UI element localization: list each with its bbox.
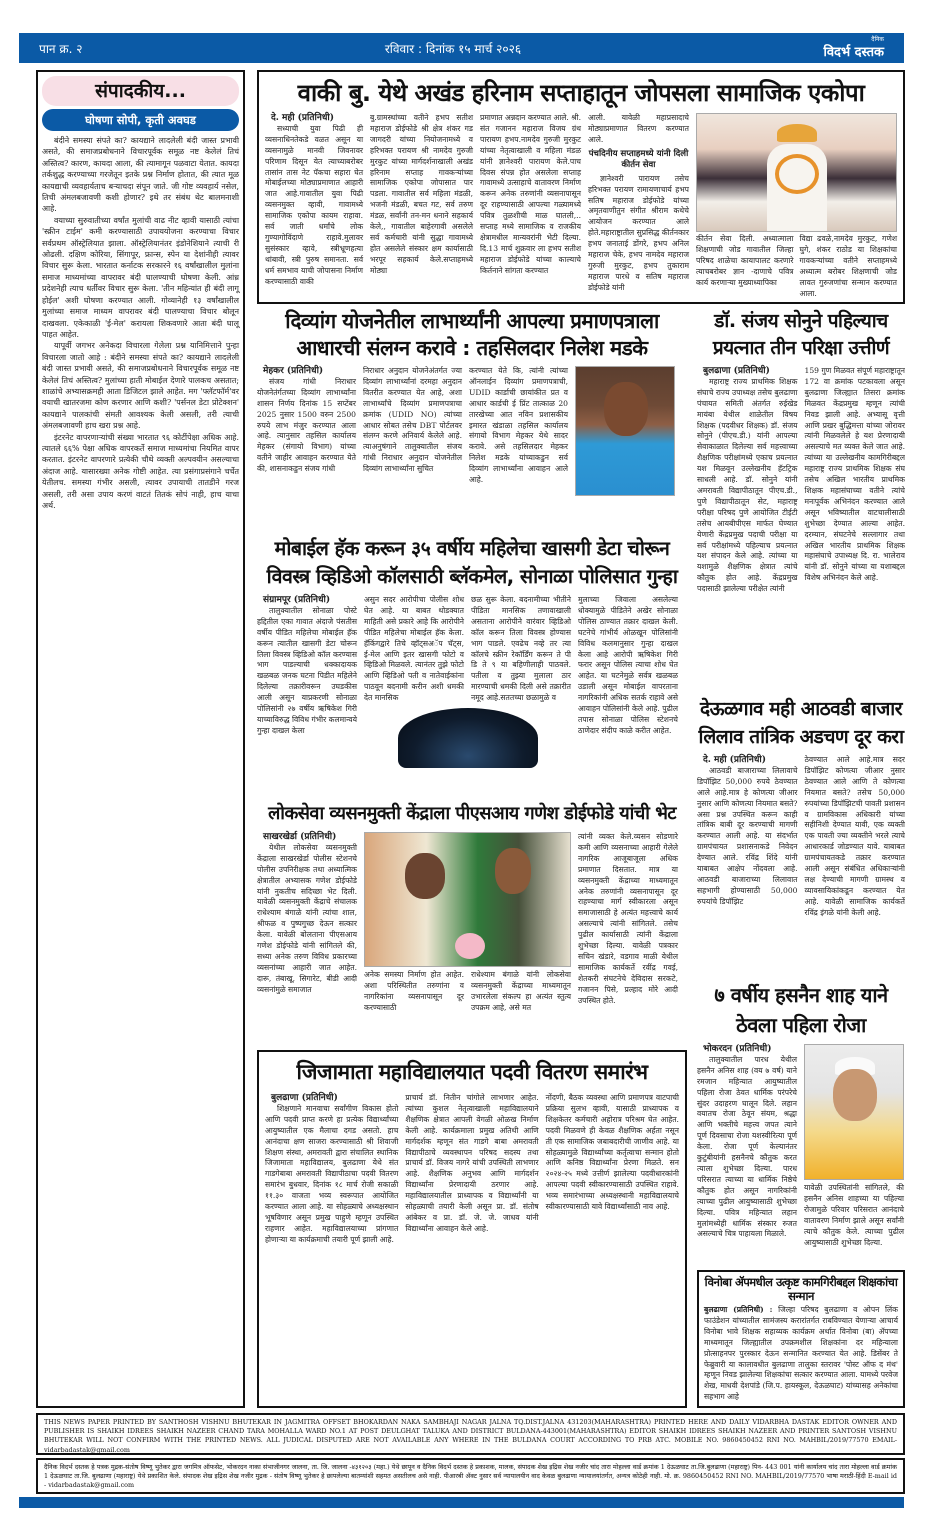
vinoba-story — [697, 1270, 905, 1408]
roza-text: तालुक्यातील पारध येथील हसनैन अनिस शाह (वय ७ वर्ष) याने रमजान महिन्यात आयुष्यातील पहिला रोजा ठेवत धार्मिक परंपरेचे सुंदर उदाहरण घालून दिले. लहान वयातच रोजा ठेवून संयम, श्रद्धा आणि भक्तीचे महत्त्व जपत त्याने पूर्ण दिवसाचा रोजा यशस्वीरित्या पूर्ण केला. रोजा पूर्ण केल्यानंतर कुटुंबीयांनी हसनैनचे कौतुक करत त्याला शुभेच्छा दिल्या. पारध परिसरात त्याच्या या धार्मिक निष्ठेचे कौतुक होत असून नागरिकांनी त्याच्या पुढील आयुष्यासाठी शुभेच्छा दिल्या. पवित्र महिन्यात लहान मुलांमध्येही धार्मिक संस्कार रुजत असल्याचे चित्र पाहायला मिळाले. — [697, 1054, 797, 1239]
editorial-paragraph: इंटरनेट वापरणाऱ्यांची संख्या भारतात ९६ कोटींपेक्षा अधिक आहे. त्यातले ६६% पेक्षा अधिक वापरकर्ते समाज माध्यमांचा नियमित वापर करतात. इंटरनेट वापरणारे प्रत्येकी चौथे व्यक्ती अल्पवयीन असल्याचा अंदाज आहे. यासारख्या अनेक गोष्टी आहेत. त्या प्रसंगाप्रसंगाने चर्चेत येतीलच. समस्या गंभीर असली, त्यावर उपायाची तातडीने गरज असली, तरी असा उपाय करणं वाटतं तितकं सोपं नाही, हाच याचा अर्थ. — [42, 432, 239, 510]
divyang-col — [257, 366, 356, 496]
divyang-text: करण्यात येते कि, त्यांनी त्यांच्या ऑनलाईन दिव्यांग प्रमाणपत्राची, UDID कार्डाची छायांकीत प्रत व आधार कार्डची ई प्रिंट तात्काळ 20 तारखेच्या आत नविन प्रशासकीय इमारत खंडाळा तहसिल कार्यालय संगायो विभाग मेहकर येथे सादर करावे. असे तहसिलदार मेहकर निलेश मडके यांच्याकडुन सर्व दिव्यांग लाभार्थ्यांना आवाहन आले आहे. — [469, 366, 568, 485]
logo-small: दैनिक — [871, 36, 884, 43]
roza-text: यावेळी उपस्थितांनी सांगितले, की हसनैन अनिस शाहच्या या पहिल्या रोजामुळे परिवार परिसरात आनंदाचे वातावरण निर्माण झाले असून सर्वांनी त्याचे कौतुक केले. त्याच्या पुढील आयुष्यासाठी शुभेच्छा दिल्या. — [804, 1183, 904, 1247]
vinoba-headline: विनोबा ॲपमधील उत्कृष्ट कामगिरीबद्दल शिक्षकांचा सन्मान — [704, 1275, 898, 1303]
vinoba-text: जिल्हा परिषद बुलढाणा व ओपन लिंक फाउंडेशन यांच्यातील सामंजस्य करारांतर्गत राबविण्यात येणाऱ्या आचार्य विनोबा भावे शिक्षक सहाय्यक कार्यक्रम अर्थात विनोबा (बा) ॲपच्या माध्यमातून जिल्ह्यातील उपक्रमशील शिक्षकांना दर महिन्याला प्रोत्साहनपर पुरस्कार देऊन सन्मानित करण्यात येत आहे. डिसेंबर ते फेब्रुवारी या कालावधीत बुलढाणा तालुका स्तरावर 'पोस्ट ऑफ द मंथ' म्हणून निवड झालेल्या शिक्षकांचा सत्कार करण्यात आला. यामध्ये परवेज शेख, माधवी देशपांडे (जि.प. हायस्कूल, देऊळघाट) यांच्यासह अनेकांचा सहभाग आहे — [704, 1305, 898, 1402]
divyang-text: संजय गांधी निराधार योजनेतंर्गतच्या दिव्यांग लाभार्थ्यांना शासन निर्णय दिनांक 15 सप्टेंबर 2025 नुसार 1500 वरुन 2500 रुपये लाभ मंजुर करण्यात आला आहे. त्यानुसार तहसिल कार्यालय मेहकर (संगायो विभाग) यांच्या वतीने जाहीर आवाहन करण्यात येते की, शासनाकडुन संजय गांधी — [257, 376, 356, 474]
lead-photo-col — [696, 113, 897, 299]
editorial-paragraph: वयाच्या सुरुवातीच्या वर्षांत मुलांची वाढ नीट व्हावी यासाठी त्यांचा 'स्क्रीन टाईम' कमी करण्यासाठी उपाययोजना करण्याचा विचार सर्वप्रथम ऑस्ट्रेलियात झाला. ऑस्ट्रेलियानंतर इंडोनेशियाने त्याची री ओढली. दक्षिण कोरिया, सिंगापूर, फ्रान्स, स्पेन या देशांनीही त्यावर विचार सुरू केला. भारतात कर्नाटक सरकारने १६ वर्षांखालील मुलांना समाज माध्यमांच्या वापरावर बंदी घालण्याची घोषणा केली. आंध्र प्रदेशनेही त्याच धर्तीवर विचार सुरू केला. 'तीन महिन्यांत ही बंदी लागू होईल' अशी घोषणा करण्यात आली. गोव्यानेही १३ वर्षांखालील मुलांच्या समाज माध्यम वापरावर बंदी घालण्याचा विचार बोलून दाखवला. एकेकाळी 'ई-मेल' करायला शिकवणारे आता बंदी घालू पाहत आहेत. — [42, 215, 239, 339]
mobile-col — [364, 595, 464, 704]
editorial-paragraph: बंदीने समस्या संपते का? कायद्याने लादलेली बंदी जास्त प्रभावी असते, की समाजप्रबोधनाने विचारपूर्वक समूळ नष्ट केलेलं तिचं अस्तित्व? कारण, कायदा आला, की त्यामागून पळवाटा येतात. कायदा तर्कशुद्ध करण्याच्या गरजेतून इतके प्रश्न निर्माण होतात, की त्यात मूळ कायद्याची व्यवहार्यताच बऱ्याचदा संपून जाते. जी गोष्ट व्यवहार्य नसेल, तिची अंमलबजावणी कशी होणार? इथे तर संबंध थेट बालमनाशी आहे. — [42, 136, 239, 214]
lokseva-headline: लोकसेवा व्यसनमुक्ती केंद्राला पीएसआय गणेश डोईफोडे यांची भेट — [268, 803, 676, 824]
dateline: मेहकर (प्रतिनिधी) — [263, 366, 324, 376]
lead-col — [370, 113, 473, 299]
jijamata-story — [257, 1050, 687, 1408]
lead-col — [588, 113, 689, 299]
mobile-col — [257, 595, 357, 768]
imprint-marathi — [36, 1458, 905, 1494]
lokseva-text: अनेक समस्या निर्माण होत आहेत. अशा परिस्थितीत तरुणांना व नागरिकांना व्यसनापासून दूर करण्यासाठी — [364, 970, 464, 1012]
editorial-box — [36, 70, 245, 1408]
photo-caption-text: कीर्तन सेवा दिली. अध्यात्माला शिक्षणाची जोड गावातील जिल्हा परिषद शाळेचा कायापालट करणारे त्याचबरोबर ज्ञान -दाणाचे पवित्र कार्य करणाऱ्या मुख्याध्यापिका — [696, 234, 794, 287]
sonune-story — [697, 308, 905, 688]
dateline: दे. मही (प्रतिनिधी) — [703, 755, 766, 765]
newspaper-logo — [823, 37, 884, 59]
dateline: दे. मही (प्रतिनिधी) — [271, 113, 334, 123]
mobile-text: छळ सुरू केला. बदनामीच्या भीतीने पीडिता मानसिक तणावाखाली असताना आरोपीने वारंवार व्हिडिओ कॉल करून तिला विवस्त्र होण्यास भाग पाडले. एवढेच नव्हे तर त्या कॉलचे स्क्रीन रेकॉर्डिंग करून ते पी डि ते ९ या बहिणीलाही पाठवले. पतीला व तुझ्या मुलाला ठार मारण्याची धमकी दिली असे तक्रारीत नमूद आहे.सततच्या छळामुळे व — [471, 595, 571, 703]
mobile-mid — [364, 595, 571, 768]
divyang-text: निराधार अनुदान योजनेअंतर्गत ज्या दिव्यांग लाभार्थ्यांनां दरमहा अनुदान वितरीत करण्यात येत आहे, अशा लाभार्थ्यांचे दिव्यांग प्रमाणपत्राचा क्रमांक (UDID NO) त्यांच्या आधार सोबत तसेच DBT पोर्टलवर संलग्न करणे अनिवार्य केलेले आहे. त्याअनुषंगाने तालुक्यातील संजय गांधी निराधार अनुदान योजनेतील दिव्यांग लाभार्थ्यांना सुचित — [363, 366, 462, 474]
jijamata-headline: जिजामाता महाविद्यालयात पदवी वितरण समारंभ — [296, 1060, 648, 1084]
imprint-english-text: THIS NEWS PAPER PRINTED BY SANTHOSH VISHNU BHUTEKAR IN JAGMITRA OFFSET BHOKARDAN NAKA SAMBHAJI NAGAR JALNA TQ.DIST.JALNA 431203(MAHARASHTRA) PRINTED HERE AND DAILY VIDARBHA DASTAK EDITOR OWNER AND PUBLISHER IS SHAIKH IDREES SHAIKH NAZEER CHAND TARA MOHALLA WARD NO.1 AT POST DEULGHAT TALUKA AND DISTRICT BULDANA-443001(MAHARASHTRA) EDITOR SHAIKH IDREES SHAIKH NAZEER AND PRINTER SANTOSH VISHNU BHUTEKAR WILL NOT CONFIRM WITH THE PRINTED NEWS. ALL JUDICAL DISPUTED ARE NOT AVAILABLE ANY WHERE IN THE BULDANA COURT ACCORDING TO PRB ATC. MOBILE NO. 9860450452 RNI NO. MAHBIL/2019/77570 EMAIL- vidarbadastak@gmail.com — [44, 1418, 897, 1454]
photo-caption-text: विद्या ढवळे,नामदेव मुरकुट, गणेश घुगे, शंकर राठोड या शिक्षकांचा गावकऱ्यांच्या वतीने सप्ताहमध्ये अध्यात्म बरोबर शिक्षणाची जोड लावत गुरुजणांचा सन्मान करण्यात आला. — [799, 234, 897, 298]
roza-col — [804, 1044, 904, 1248]
mobile-text: असुन सदर आरोपीचा पोलीस शोध घेत आहे. या बाबत थोडक्यात माहिती असे प्रकारे आहे कि आरोपीने पीडित महिलेचा मोबाईल हॅक केला. हॅकिंगद्वारे तिचे व्हॉट्सअॅप चॅट्स, ई-मेल आणि इतर खासगी फोटो व व्हिडिओ मिळवले. त्यानंतर तुझे फोटो आणि व्हिडिओ पती व नातेवाईकांना पाठवून बदनामी करीन अशी धमकी देत मानसिक — [364, 595, 464, 703]
issue-date: रविवार : दिनांक १५ मार्च २०२६ — [384, 41, 522, 56]
sonune-headline: डॉ. संजय सोनुने पहिल्याच प्रयत्नात तीन परिक्षा उत्तीर्ण — [712, 310, 890, 359]
footer-bar — [19, 1497, 904, 1508]
roza-col — [697, 1044, 797, 1248]
mobile-col — [471, 595, 571, 704]
lead-headline: वाकी बु. येथे अखंड हरिनाम सप्ताहातून जोपसला सामाजिक एकोपा — [297, 79, 865, 107]
imprint-marathi-text: दैनिक विदर्भ दस्तक हे पत्रक मुद्रक-संतोष विष्णू भुतेकर द्वारा जगमित्र ऑफसेट, भोकरदन नाका संभाजीनगर जालना, ता. जि. जालना -४३१२०३ (महा.) येथे छापून व दैनिक विदर्भ दस्तक हे प्रकाशक, मालक, संपादक शेख इद्रिस शेख नजीर चांद तारा मोहल्ला वार्ड क्रमांक 1 देऊळघाट ता.जि.बुलढाणा (महाराष्ट्र) पिन- 443 001 यांनी कार्यालय चांद तारा मोहल्ला वार्ड क्रमांक 1 देऊळघाट ता.जि. बुलढाणा (महाराष्ट्र) येथे प्रकाशित केले. संपादक शेख इद्रिस शेख नजीर मुद्रक - संतोष विष्णू भुतेकर हे छापलेल्या बातम्यांशी सहमत असतीलच असे नाही. पीआरबी ॲक्ट नुसार सर्व न्यायालयीन वाद केवळ बुलढाणा न्यायालयांतर्गत, अन्यत्र कोठेही नाही. मो. क्र. 9860450452 RNI NO. MAHBIL/2019/77570 भाषा मराठी-हिंदी E-mail id - vidarbadastak@gmail.com — [44, 1463, 897, 1490]
jijamata-text: प्राचार्य डॉ. नितीन चांगोले लाभणार आहेत. त्यांच्या कुशल नेतृत्वाखाली महाविद्यालयाने शैक्षणिक क्षेत्रात आपली वेगळी ओळख निर्माण केली आहे. कार्यक्रमाला प्रमुख अतिथी आणि मार्गदर्शक म्हणून संत गाडगे बाबा अमरावती विद्यापीठाचे व्यवस्थापन परिषद सदस्य तथा प्राचार्य डॉ. विजय नागरे यांची उपस्थिती लाभणार आहे. शैक्षणिक अनुभव आणि मार्गदर्शन विद्यार्थ्यांना प्रेरणादायी ठरणार आहे. महाविद्यालयातील प्राध्यापक व विद्यार्थ्यांनी या सोहळ्याची तयारी केली असून प्रा. डॉ. संतोष आंबेकर व प्रा. डॉ. जे. जे. जाधव यांनी विद्यार्थ्यांना आवाहन केले आहे. — [405, 1093, 539, 1233]
lead-text: प्रमाणात अन्नदान करण्यात आले. श्री. संत गजानन महाराज विजय ग्रंथ पारायण हभप.नामदेव गुरुजी मुरकुट यांच्या नेतृत्वाखाली व महिला मंडळ यांनी ज्ञानेश्वरी पारायण केले.पाच दिवस संपन्न होत असलेला सप्ताह गावामध्ये उत्साहाचे वातावरण निर्माण करून अनेक तरुणांनी व्यसनापासून दूर राहण्यासाठी आपल्या गळ्यामध्ये पवित्र तुळशीची माळ घातली,.. सप्ताह मध्ये सामाजिक व राजकीय क्षेत्रामधील मान्यवरांनी भेटी दिल्या. दि.13 मार्च शुक्रवार ला हभप सतीश महाराज डोईफोडे यांच्या काल्याचे किर्तनाने सांगता करण्यात — [480, 113, 581, 275]
dateline: साखरखेर्डा (प्रतिनिधी) — [263, 832, 337, 842]
dateline: बुलढाणा (प्रतिनिधी) : — [704, 1305, 773, 1314]
sonune-text: 159 गुण मिळवत संपूर्ण महाराष्ट्रातून 172 वा क्रमांक पटकावला असून बुलढाणा जिल्ह्यात तिसरा क्रमांक मिळवत केंद्रप्रमुख म्हणून त्यांची निवड झाली आहे. अभ्यासू वृत्ती आणि प्रखर बुद्धिमत्ता यांच्या जोरावर त्यांनी मिळवलेले हे यश प्रेरणादायी असल्याचे मत व्यक्त केले जात आहे. त्यांच्या या उल्लेखनीय कामगिरीबद्दल महाराष्ट्र राज्य प्राथमिक शिक्षक संघ तसेच अखिल भारतीय प्राथमिक शिक्षक महासंघाच्या वतीने त्यांचे मनःपूर्वक अभिनंदन करण्यात आले असून भविष्यातील वाटचालीसाठी शुभेच्छा देण्यात आल्या आहेत. दरम्यान, संघटनेचे सल्लागार तथा अखिल भारतीय प्राथमिक शिक्षक महासंघाचे उपाध्यक्ष दि. रा. भालेराव यांनी डॉ. सोनुने यांच्या या यशाबद्दल विशेष अभिनंदन केले आहे. — [804, 366, 905, 583]
dateline: संग्रामपूर (प्रतिनिधी) — [263, 595, 331, 605]
lead-text: ज्ञानेश्वरी पारायण तसेच हरिभक्त परायण रामायणाचार्य हभप सतिष महाराज डोईफोडे यांच्या अमृतवाणीतुन संगीत श्रीराम कथेचे आयोजन करण्यात आले होते.महाराष्ट्रातील सुप्रसिद्ध कीर्तनकार हभप जनाताई डोंगरे, हभप अनिल महाराज चेके, हभप नामदेव महाराज गुरुजी मुरकुट, हभप तुकाराम महाराज पारधे व सतिष महाराज डोईफोडे यांनी — [588, 173, 689, 292]
logo-name: विदर्भ दस्तक — [823, 45, 884, 60]
tahsildar-photo — [575, 366, 675, 496]
bazar-text: ठेवण्यात आले आहे.मात्र सदर डिपॉझिट कोणत्या जीआर नुसार ठेवण्यात आले आणि ते कोणत्या नियमात बसते? तसेच 50,000 रुपयांच्या डिपॉझिटची पावती प्रशासन व ग्रामविकास अधिकारी यांच्या सहीनिशी देण्यात यावी, एक व्यक्ती एक पावती ज्या व्यक्तीने भरले त्याचे आधारकार्ड जोडण्यात यावे. याबाबत ग्रामपंचायतकडे तक्रार करण्यात आली असून संबंधित अधिकाऱ्यांनी लक्ष देण्याची मागणी ग्रामस्थ व व्यावसायिकांकडून करण्यात येत आहे. यावेळी सामाजिक कार्यकर्ते रविंद्र इंगळे यांनी केली आहे. — [804, 755, 905, 917]
jijamata-col — [265, 1093, 398, 1246]
lead-col — [480, 113, 581, 299]
bazar-story — [697, 695, 905, 955]
imprint-english — [36, 1413, 905, 1455]
lead-subhead: पंचदिनीय सप्ताहमध्ये यांनी दिली कीर्तन सेवा — [588, 148, 689, 170]
divyang-story — [257, 308, 687, 528]
dateline: बुलढाणा (प्रतिनिधी) — [271, 1093, 338, 1103]
bazar-headline: देऊळगाव मही आठवडी बाजार लिलाव तांत्रिक अडचण दूर करा — [698, 698, 904, 748]
vinoba-body — [704, 1305, 898, 1403]
jijamata-text: शिक्षणाने मानवाचा सर्वांगीण विकास होतो आणि पदवी प्राप्त करणे हा प्रत्येक विद्यार्थ्यांच्या आयुष्यातील एक मैलाचा दगड असतो. हाच आनंदाचा क्षण साजरा करण्यासाठी श्री शिवाजी शिक्षण संस्था, अमरावती द्वारा संचालित स्थानिक जिजामाता महाविद्यालय, बुलढाणा येथे संत गाडगेबाबा अमरावती विद्यापीठाचा पदवी वितरण समारंभ बुधवार, दिनांक १८ मार्च रोजी सकाळी ११.३० वाजता भव्य स्वरूपात आयोजित करण्यात आला आहे. या सोहळ्याचे अध्यक्षस्थान भूषविणार असून प्रमुख पाहुणे म्हणून उपस्थित राहणार आहेत. महाविद्यालयाच्या प्रांगणात होणाऱ्या या कार्यक्रमाची तयारी पूर्ण झाली आहे. — [265, 1103, 399, 1244]
mobile-text: तालुक्यातील सोनाळा पोस्टे हद्दितील एका गावात अंदाजे पंसतीस वर्षीय पीडित महिलेचा मोबाईल हॅक करून त्यातील खासगी डेटा चोरून तिला विवस्त्र व्हिडिओ कॉल करण्यास भाग पाडल्याची धक्कादायक खळबळ जनक घटना पिडीत महिलेने दिलेल्या तक्रारीवरून उघडकीस आली असून याप्रकरणी सोनाळा पोलिसांनी २७ वर्षीय ऋषिकेश गिरी याच्याविरुद्ध विविध गंभीर कलमान्वये गुन्हा दाखल केला — [257, 605, 357, 735]
page-number: पान क्र. २ — [39, 41, 83, 56]
sonune-col — [697, 366, 798, 595]
hacker-image — [398, 708, 538, 768]
lokseva-col — [257, 832, 357, 1014]
bazar-col — [697, 755, 798, 919]
editorial-subtitle: घोषणा सोपी, कृती अवघड — [42, 109, 239, 131]
lokseva-photo — [364, 832, 571, 967]
bazar-text: आठवडी बाजाराच्या लिलावाचे डिपॉझिट 50,000 रुपये ठेवण्यात आले आहे.मात्र हे कोणत्या जीआर नुसार आणि कोणत्या नियमात बसते? असा प्रश्न उपस्थित करून काही तांत्रिक बाबी दूर करण्याची मागणी करण्यात आली आहे. या संदर्भात ग्रामपंचायत प्रशासनाकडे निवेदन देण्यात आले. रविंद्र शिंदे यांनी याबाबत आक्षेप नोंदवला आहे. आठवडी बाजाराच्या लिलावात सहभागी होण्यासाठी 50,000 रुपयांचे डिपॉझिट — [697, 765, 798, 906]
lokseva-text: राधेश्याम बंगाळे यांनी लोकसेवा व्यसनमुक्ती केंद्राच्या माध्यमातून उभारलेला संकल्प हा अत्यंत स्तुत्य उपक्रम आहे, असे मत — [471, 970, 571, 1012]
kirtan-photo — [696, 113, 897, 232]
dateline: भोकरदन (प्रतिनिधी) — [703, 1044, 772, 1054]
editorial-title: संपादकीय... — [42, 76, 239, 106]
lead-text: बु.ग्रामस्थांच्या वतीने हभप सतीश महाराज डोईफोडे श्री क्षेत्र शंकर गड जागदरी यांच्या नियोजनामध्ये व हरिभक्त परायण श्री नामदेव गुरुजी मुरकुट यांच्या मार्गदर्शनाखाली अखंड हरिनाम सप्ताह गावकऱ्यांच्या सामाजिक एकोपा जोपासात पार पडला. गावातील सर्व महिला मंडळी, भजनी मंडळी, बचत गट, सर्व तरुण मंडळ, सर्वांनी तन-मन धनाने सहकार्य केले,, गावातील बाहेरगावी असलेले सर्व कर्मचारी यांनी सुद्धा गावामध्ये होत असलेले संस्कार क्षम कार्यासाठी भरपूर सहकार्य केले.सप्ताहमध्ये मोठ्या — [370, 113, 473, 275]
divyang-headline: दिव्यांग योजनेतील लाभार्थ्यांनी आपल्या प्रमाणपत्राला आधारची संलग्न करावे : तहसिलदार निलेश मडके — [285, 309, 659, 360]
dateline: बुलढाणा (प्रतिनिधी) — [703, 366, 770, 376]
mobile-story — [257, 535, 687, 790]
editorial-body — [42, 135, 239, 511]
lokseva-text: त्यांनी व्यक्त केले.व्यसन सोडणारे कमी आणि व्यसनाच्या आहारी गेलेले नागरिक आजूबाजूला अधिक प्रमाणात दिसतात. मात्र या व्यसनमुक्ती केंद्राच्या माध्यमातून अनेक तरुणांनी व्यसनापासून दूर राहण्याचा मार्ग स्वीकारला असून समाजासाठी हे अत्यंत महत्त्वाचे कार्य असल्याचे त्यांनी सांगितले. तसेच पुढील कार्यासाठी त्यांनी केंद्राला शुभेच्छा दिल्या. यावेळी पत्रकार सचिन खंडारे, वडगाव माळी येथील सामाजिक कार्यकर्ते रवींद्र गवई, शेतकरी संघटनेचे देविदास सरकटे, गजानन पिसे, प्रल्हाद मोरे आदी उपस्थित होते. — [578, 832, 678, 1005]
lead-text: आली. यावेळी महाप्रसादाचे मोठ्याप्रमाणात वितरण करण्यात आले. — [588, 113, 689, 144]
roza-headline: ७ वर्षीय हसनैन शाह याने ठेवला पहिला रोजा — [714, 983, 888, 1037]
masthead-bar — [19, 33, 904, 63]
lokseva-text: येथील लोकसेवा व्यसनमुक्ती केंद्राला साखरखेर्डा पोलीस स्टेशनचे पोलीस उपनिरीक्षक तथा अध्यात्मिक क्षेत्रातील अभ्यासक गणेश डोईफोडे यांनी नुकतीच सदिच्छा भेट दिली. यावेळी व्यसनमुक्ती केंद्राचे संचालक राधेश्याम बंगाळे यांनी त्यांचा शाल, श्रीफळ व पुष्पगुच्छ देऊन सत्कार केला. यावेळी बोलताना पीएसआय गणेश डोईफोडे यांनी सांगितले की, सध्या अनेक तरुण विविध प्रकारच्या व्यसनांच्या आहारी जात आहेत. दारू, तंबाखू, सिगारेट, बीडी आदी व्यसनांमुळे समाजात — [257, 842, 357, 994]
roza-story — [697, 980, 905, 1265]
mobile-col — [578, 595, 678, 768]
lokseva-mid — [364, 832, 571, 1014]
lead-story — [257, 70, 905, 304]
mobile-headline: मोबाईल हॅक करून ३५ वर्षीय महिलेचा खासगी डेटा चोरून विवस्त्र व्हिडिओ कॉलसाठी ब्लॅकमेल, सोनाळा पोलिसात गुन्हा — [266, 537, 678, 588]
lokseva-story — [257, 800, 687, 1045]
lead-col — [265, 113, 363, 299]
lead-text: सध्याची युवा पिढी ही व्यसनाधिनतेकडे वळत असून या व्यसनामुळे मानवी जिवनावर परिणाम दिसून येत त्याच्याबरोबर तासांन तास नेट पॅकचा सहारा घेत मोबाईलच्या मोठ्याप्रमाणात आहारी जात आहे.गावातील युवा पिढी व्यसनमुक्त व्हावी, गावामध्ये सामाजिक एकोपा कायम राहावा. सर्व जाती धर्मांचे लोक गुण्यागोविंदाणे राहावे.मुलावर सुसंस्कार व्हावे, स्त्रीभ्रूणहत्या थांबावी, स्त्री पुरुष समानता. सर्व धर्म समभाव याची जोपासना निर्माण करण्यासाठी वाकी — [265, 123, 364, 286]
jijamata-text: नोंदणी, बैठक व्यवस्था आणि प्रमाणपत्र वाटपाची प्रक्रिया सुलभ व्हावी, यासाठी प्राध्यापक व शिक्षकेतर कर्मचारी अहोरात्र परिश्रम घेत आहेत. पदवी मिळवणे ही केवळ शैक्षणिक अर्हता नसून ती एक सामाजिक जबाबदारीची जाणीव आहे. या सोहळ्यामुळे विद्यार्थ्यांच्या कर्तृत्वाचा सन्मान होतो आणि कनिष्ठ विद्यार्थ्यांना प्रेरणा मिळते. सन २०२४-२५ मध्ये उत्तीर्ण झालेल्या पदवीधारकांनी आपल्या पदवी स्वीकारण्यासाठी उपस्थित राहावे. भव्य समारंभाच्या अध्यक्षस्थानी महाविद्यालयाचे स्वीकारण्यासाठी यावे विद्यार्थ्यांसाठी नाव आहे. — [545, 1093, 679, 1212]
sonune-text: महाराष्ट्र राज्य प्राथमिक शिक्षक संघाचे राज्य उपाध्यक्ष तसेच बुलढाणा पंचायत समिती अंतर्गत रुईखेड मायंबा येथील शाळेतील विषय शिक्षक (पदवीधर शिक्षक) डॉ. संजय सोनुने (पीएच.डी.) यांनी आपल्या सेवाकाळात दिलेल्या सर्व महत्त्वाच्या शैक्षणिक परीक्षांमध्ये एकाच प्रयत्नात यश मिळवून उल्लेखनीय हॅटट्रिक साधली आहे. डॉ. सोनुने यांनी अमरावती विद्यापीठातून पीएच.डी., पुणे विद्यापीठातून सेट, महाराष्ट्र परीक्षा परिषद पुणे आयोजित टीईटी तसेच आयबीपीएस मार्फत घेण्यात येणारी केंद्रप्रमुख पदाची परीक्षा या सर्व परीक्षांमध्ये पहिल्याच प्रयत्नात यश संपादन केले आहे. त्यांच्या या यशामुळे शैक्षणिक क्षेत्रात त्यांचे कौतुक होत आहे. केंद्रप्रमुख पदासाठी झालेल्या परीक्षेत त्यांनी — [697, 376, 798, 594]
mobile-text: मुलाच्या जिवाला असलेल्या धोक्यामुळे पीडितेने अखेर सोनाळा पोलिस ठाण्यात तक्रार दाखल केली. घटनेचे गांभीर्य ओळखून पोलिसांनी विविध कलमानुसार गुन्हा दाखल केला आहे आरोपी ऋषिकेश गिरी फरार असून पोलिस त्याचा शोध घेत आहेत. या घटनेमुळे सर्वत्र खळबळ उडाली असून मोबाईल वापरताना नागरिकांनी अधिक सतर्क राहावे असे आवाहन पोलिसांनी केले आहे. पुढील तपास सोनाळा पोलिस स्टेशनचे ठाणेदार संदीप काळे करीत आहेत. — [578, 595, 678, 735]
hasnain-photo — [804, 1044, 904, 1180]
editorial-paragraph: यापूर्वी जगभर अनेकदा विचारला गेलेला प्रश्न यानिमित्ताने पुन्हा विचारला जातो आहे : बंदीने समस्या संपते का? कायद्याने लादलेली बंदी जास्त प्रभावी असते, की समाजप्रबोधनाने विचारपूर्वक समूळ नष्ट केलेलं तिचं अस्तित्व? मुलांच्या हाती मोबाईल देणारे पालकच असतात; शाळांचे अभ्यासक्रमही आता डिजिटल झाले आहेत. मग 'फ्लॅटफॉर्म'वर वयाची खातरजमा कोण करणार आणि कशी? 'पर्सनल डेटा प्रोटेक्शन' कायद्याने पालकांची संमती आवश्यक केली असली, तरी त्याची अंमलबजावणी हाच खरा प्रश्न आहे. — [42, 341, 239, 431]
